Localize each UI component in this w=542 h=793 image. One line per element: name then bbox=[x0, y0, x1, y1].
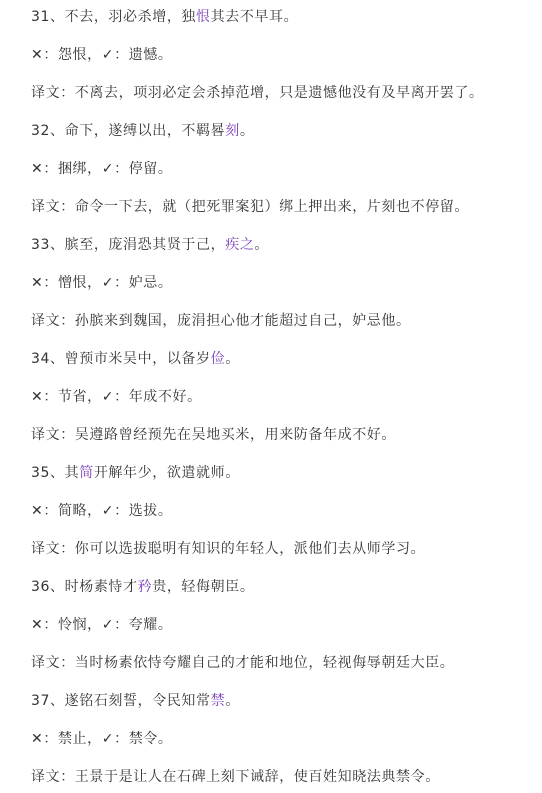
check-icon: ✓ bbox=[101, 47, 115, 63]
correct-meaning: ：禁令。 bbox=[114, 731, 173, 747]
cross-icon: ✕ bbox=[31, 731, 44, 747]
question-line bbox=[31, 577, 254, 597]
correct-meaning: ：年成不好。 bbox=[114, 389, 202, 405]
cross-icon: ✕ bbox=[31, 275, 44, 291]
wrong-meaning: ：简略， bbox=[43, 503, 102, 519]
highlighted-word: 疾之 bbox=[225, 237, 255, 253]
question-text-end: 。 bbox=[254, 237, 270, 253]
translation-line: 译文：不离去，项羽必定会杀掉范增，只是遗憾他没有及早离开罢了。 bbox=[31, 85, 484, 101]
correct-meaning: ：遗憾。 bbox=[114, 47, 173, 63]
highlighted-word: 俭 bbox=[210, 351, 226, 367]
translation-line: 译文：你可以选拔聪明有知识的年轻人，派他们去从师学习。 bbox=[31, 541, 426, 557]
highlighted-word: 刻 bbox=[225, 123, 240, 139]
translation-line: 译文：当时杨素依恃夸耀自己的才能和地位，轻视侮辱朝廷大臣。 bbox=[31, 655, 455, 671]
answer-line bbox=[31, 273, 173, 293]
question-text: 31、不去，羽必杀增，独 bbox=[31, 9, 197, 25]
translation-line: 译文：命令一下去，就（把死罪案犯）绑上押出来，片刻也不停留。 bbox=[31, 199, 469, 215]
answer-line bbox=[31, 45, 173, 65]
wrong-meaning: ：怨恨， bbox=[43, 47, 102, 63]
answer-line bbox=[31, 159, 173, 179]
wrong-meaning: ：怜悯， bbox=[43, 617, 102, 633]
answer-line bbox=[31, 387, 202, 407]
wrong-meaning: ：节省， bbox=[43, 389, 102, 405]
question-line bbox=[31, 691, 240, 711]
question-text: 36、时杨素恃才 bbox=[31, 579, 138, 595]
cross-icon: ✕ bbox=[31, 161, 44, 177]
wrong-meaning: ：禁止， bbox=[43, 731, 102, 747]
question-text: 35、其 bbox=[31, 465, 80, 481]
check-icon: ✓ bbox=[101, 503, 115, 519]
question-line bbox=[31, 7, 298, 27]
correct-meaning: ：夸耀。 bbox=[114, 617, 173, 633]
question-text-end: 。 bbox=[225, 351, 240, 367]
check-icon: ✓ bbox=[101, 161, 115, 177]
highlighted-word: 禁 bbox=[210, 693, 226, 709]
question-text: 32、命下，遂缚以出，不羁晷 bbox=[31, 123, 226, 139]
question-text-end: 。 bbox=[239, 123, 255, 139]
wrong-meaning: ：捆绑， bbox=[43, 161, 102, 177]
highlighted-word: 恨 bbox=[196, 9, 211, 25]
check-icon: ✓ bbox=[101, 731, 115, 747]
question-text-end: 其去不早耳。 bbox=[210, 9, 299, 25]
question-line bbox=[31, 463, 240, 483]
question-text: 33、膑至，庞涓恐其贤于己， bbox=[31, 237, 226, 253]
cross-icon: ✕ bbox=[31, 617, 44, 633]
check-icon: ✓ bbox=[101, 275, 115, 291]
check-icon: ✓ bbox=[101, 389, 115, 405]
question-text: 34、曾预市米吴中，以备岁 bbox=[31, 351, 211, 367]
question-text-end: 贵，轻侮朝臣。 bbox=[152, 579, 255, 595]
answer-line bbox=[31, 729, 173, 749]
cross-icon: ✕ bbox=[31, 47, 44, 63]
question-line bbox=[31, 235, 269, 255]
question-text-end: 。 bbox=[225, 693, 240, 709]
question-text: 37、遂铭石刻誓，令民知常 bbox=[31, 693, 211, 709]
wrong-meaning: ：憎恨， bbox=[43, 275, 102, 291]
answer-line bbox=[31, 501, 173, 521]
translation-line: 译文：吴遵路曾经预先在吴地买米，用来防备年成不好。 bbox=[31, 427, 396, 443]
question-line bbox=[31, 121, 254, 141]
translation-line: 译文：王景于是让人在石碑上刻下诫辞，使百姓知晓法典禁令。 bbox=[31, 769, 440, 785]
cross-icon: ✕ bbox=[31, 389, 44, 405]
check-icon: ✓ bbox=[101, 617, 115, 633]
cross-icon: ✕ bbox=[31, 503, 44, 519]
highlighted-word: 简 bbox=[79, 465, 94, 481]
correct-meaning: ：选拔。 bbox=[114, 503, 173, 519]
question-line bbox=[31, 349, 240, 369]
highlighted-word: 矜 bbox=[137, 579, 153, 595]
correct-meaning: ：妒忌。 bbox=[114, 275, 173, 291]
question-text-end: 开解年少，欲遣就师。 bbox=[93, 465, 240, 481]
translation-line: 译文：孙膑来到魏国，庞涓担心他才能超过自己，妒忌他。 bbox=[31, 313, 411, 329]
answer-line bbox=[31, 615, 173, 635]
correct-meaning: ：停留。 bbox=[114, 161, 173, 177]
